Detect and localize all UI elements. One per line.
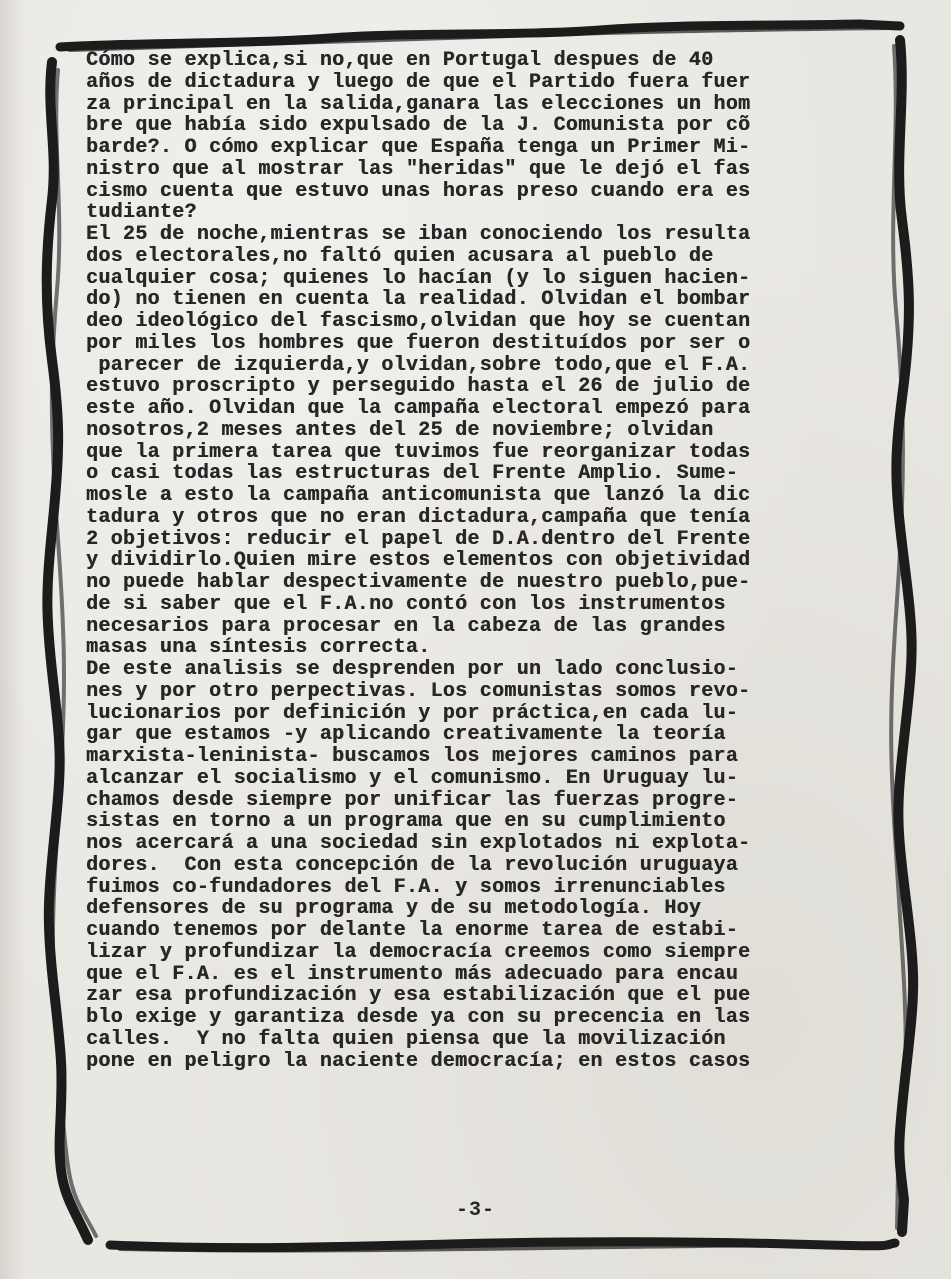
text-line: cualquier cosa; quienes lo hacían (y lo siguen hacien-: [86, 266, 751, 290]
text-line: zar esa profundización y esa estabilización que el pue: [86, 984, 751, 1008]
text-line: mosle a esto la campaña anticomunista que lanzó la dic: [86, 484, 751, 507]
text-line: necesarios para procesar en la cabeza de las grandes: [86, 614, 726, 638]
text-line: defensores de su programa y de su metodología. Hoy: [86, 897, 702, 921]
text-line: deo ideológico del fascismo,olvidan que hoy se cuentan: [86, 310, 751, 333]
text-line: años de dictadura y luego de que el Partido fuera fuer: [86, 70, 751, 94]
text-line: que la primera tarea que tuvimos fue reorganizar todas: [86, 440, 751, 464]
text-line: dores. Con esta concepción de la revolución uruguaya: [86, 853, 739, 877]
text-line: estuvo proscripto y perseguido hasta el 26 de julio de: [86, 375, 751, 399]
text-line: de si saber que el F.A.no contó con los instrumentos: [86, 592, 726, 616]
text-line: lucionarios por definición y por práctica,en cada lu-: [86, 701, 739, 725]
text-line: De este analisis se desprenden por un lado conclusio-: [86, 658, 739, 681]
text-line: marxista-leninista- buscamos los mejores caminos para: [86, 745, 739, 768]
text-line: cismo cuenta que estuvo unas horas preso cuando era es: [86, 179, 751, 203]
text-line: gar que estamos -y aplicando creativamente la teoría: [86, 723, 726, 747]
text-line: chamos desde siempre por unificar las fuerzas progre-: [86, 788, 739, 812]
typed-text-block: [86, 50, 886, 1072]
text-line: 2 objetivos: reducir el papel de D.A.dentro del Frente: [86, 527, 751, 551]
text-line: sistas en torno a un programa que en su cumplimiento: [86, 810, 726, 834]
text-line: cuando tenemos por delante la enorme tarea de estabi-: [86, 919, 739, 942]
text-line: nos acercará a una sociedad sin explotados ni explota-: [86, 832, 751, 855]
text-line: alcanzar el socialismo y el comunismo. En Uruguay lu-: [86, 766, 739, 790]
text-line: bre que había sido expulsado de la J. Comunista por cõ: [86, 114, 751, 138]
text-line: do) no tienen en cuenta la realidad. Olvidan el bombar: [86, 288, 751, 312]
text-line: y dividirlo.Quien mire estos elementos con objetividad: [86, 549, 751, 573]
text-line: barde?. O cómo explicar que España tenga un Primer Mi-: [86, 136, 751, 159]
text-line: que el F.A. es el instrumento más adecuado para encau: [86, 962, 739, 986]
text-line: lizar y profundizar la democracía creemos como siempre: [86, 940, 751, 964]
text-line: nes y por otro perpectivas. Los comunistas somos revo-: [86, 679, 751, 703]
text-line: pone en peligro la naciente democracía; en estos casos: [86, 1049, 751, 1073]
border-left: [47, 62, 88, 1240]
text-line: tudiante?: [86, 201, 197, 225]
text-line: por miles los hombres que fueron destituídos por ser o: [86, 331, 751, 355]
text-line: dos electorales,no faltó quien acusara al pueblo de: [86, 244, 714, 268]
text-line: blo exige y garantiza desde ya con su precencia en las: [86, 1006, 751, 1029]
text-line: Cómo se explica,si no,que en Portugal despues de 40: [86, 49, 714, 72]
text-line: calles. Y no falta quien piensa que la movilización: [86, 1027, 726, 1051]
text-line: este año. Olvidan que la campaña electoral empezó para: [86, 397, 751, 420]
text-line: nistro que al mostrar las "heridas" que le dejó el fas: [86, 157, 751, 181]
text-line: no puede hablar despectivamente de nuestro pueblo,pue-: [86, 571, 751, 594]
text-line: masas una síntesis correcta.: [86, 636, 431, 660]
text-line: parecer de izquierda,y olvidan,sobre todo,que el F.A.: [86, 353, 751, 377]
text-line: za principal en la salida,ganara las elecciones un hom: [86, 92, 751, 116]
text-line: o casi todas las estructuras del Frente Amplio. Sume-: [86, 462, 739, 486]
text-line: El 25 de noche,mientras se iban conociendo los resulta: [86, 223, 751, 246]
text-line: fuimos co-fundadores del F.A. y somos irrenunciables: [86, 875, 726, 899]
text-line: nosotros,2 meses antes del 25 de noviembre; olvidan: [86, 418, 714, 442]
page-number: -3-: [455, 1199, 495, 1222]
text-line: tadura y otros que no eran dictadura,campaña que tenía: [86, 505, 751, 529]
